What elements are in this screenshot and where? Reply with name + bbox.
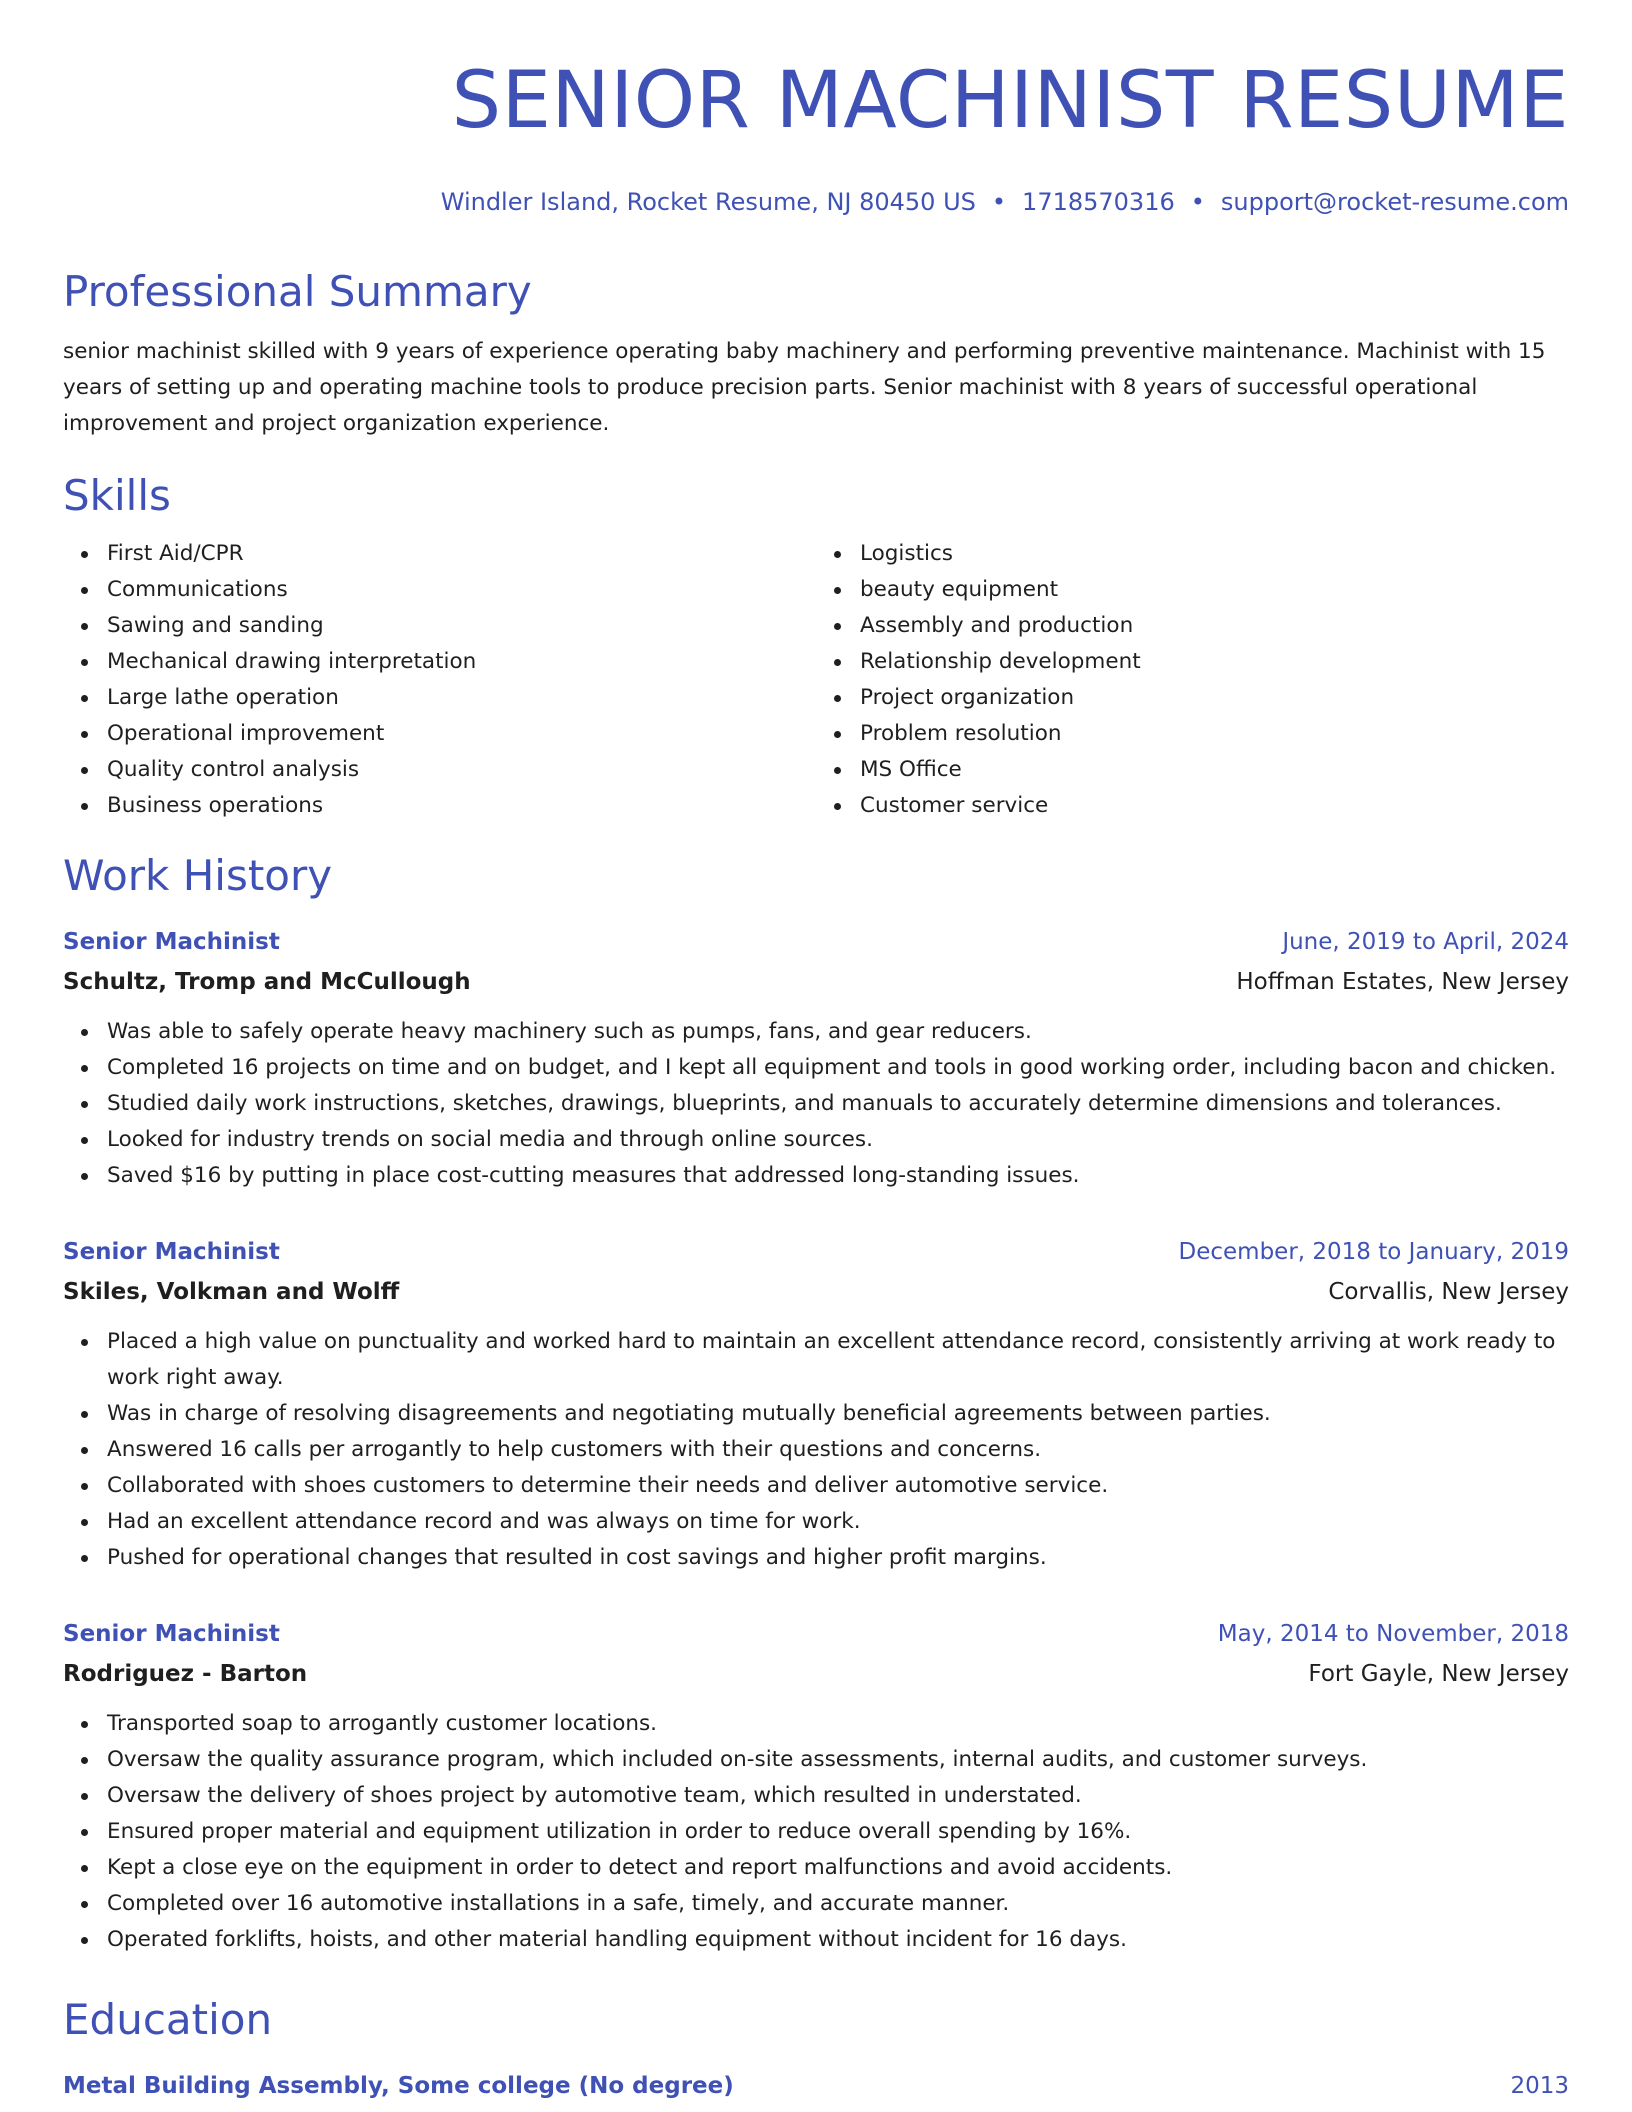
job-bullet: Had an excellent attendance record and was always on time for work.	[107, 1504, 1569, 1540]
job-bullet: Saved $16 by putting in place cost-cutting measures that addressed long-standing issues.	[107, 1158, 1569, 1194]
education-year: 2013	[1510, 2073, 1569, 2099]
job-bullet: Answered 16 calls per arrogantly to help customers with their questions and concerns.	[107, 1432, 1569, 1468]
skill-item: Communications	[107, 572, 816, 608]
job-location: Fort Gayle, New Jersey	[1308, 1661, 1569, 1687]
job-dates: June, 2019 to April, 2024	[1282, 929, 1569, 955]
job-company: Rodriguez - Barton	[63, 1661, 308, 1687]
contact-separator: •	[1190, 188, 1205, 216]
job-dates: December, 2018 to January, 2019	[1178, 1239, 1569, 1265]
job-bullet: Studied daily work instructions, sketches, drawings, blueprints, and manuals to accurately determine dimensions and tolerances.	[107, 1086, 1569, 1122]
skill-item: Logistics	[860, 536, 1569, 572]
job-entry	[63, 924, 1569, 1194]
skill-item: Project organization	[860, 680, 1569, 716]
education-entry	[63, 2068, 1569, 2104]
contact-email: support@rocket-resume.com	[1220, 188, 1569, 216]
job-entry	[63, 1616, 1569, 1958]
education-degree: Metal Building Assembly, Some college (No degree)	[63, 2073, 734, 2099]
job-role: Senior Machinist	[63, 1239, 280, 1265]
job-bullet: Oversaw the quality assurance program, which included on-site assessments, internal audits, and customer surveys.	[107, 1742, 1569, 1778]
skills-column-right	[816, 536, 1569, 824]
job-bullet: Completed 16 projects on time and on budget, and I kept all equipment and tools in good working order, including bacon and chicken.	[107, 1050, 1569, 1086]
skill-item: Business operations	[107, 788, 816, 824]
job-header	[63, 924, 1569, 960]
job-company: Skiles, Volkman and Wolff	[63, 1279, 400, 1305]
skill-item: beauty equipment	[860, 572, 1569, 608]
job-bullet: Operated forklifts, hoists, and other material handling equipment without incident for 16 days.	[107, 1922, 1569, 1958]
job-bullet: Was able to safely operate heavy machinery such as pumps, fans, and gear reducers.	[107, 1014, 1569, 1050]
job-bullet: Was in charge of resolving disagreements and negotiating mutually beneficial agreements between parties.	[107, 1396, 1569, 1432]
skill-item: Quality control analysis	[107, 752, 816, 788]
job-subheader	[63, 964, 1569, 1000]
skill-item: Sawing and sanding	[107, 608, 816, 644]
skill-item: First Aid/CPR	[107, 536, 816, 572]
job-bullet: Pushed for operational changes that resulted in cost savings and higher profit margins.	[107, 1540, 1569, 1576]
job-subheader	[63, 1274, 1569, 1310]
job-bullets	[63, 1324, 1569, 1576]
job-header	[63, 1234, 1569, 1270]
summary-heading: Professional Summary	[63, 267, 532, 316]
job-role: Senior Machinist	[63, 929, 280, 955]
job-bullet: Transported soap to arrogantly customer locations.	[107, 1706, 1569, 1742]
skills-column-left	[63, 536, 816, 824]
job-bullet: Ensured proper material and equipment utilization in order to reduce overall spending by 16%.	[107, 1814, 1569, 1850]
resume-title: SENIOR MACHINIST RESUME	[451, 56, 1569, 146]
job-entry	[63, 1234, 1569, 1576]
skill-item: Large lathe operation	[107, 680, 816, 716]
skill-item: Problem resolution	[860, 716, 1569, 752]
contact-address: Windler Island, Rocket Resume, NJ 80450 US	[440, 188, 976, 216]
job-bullet: Kept a close eye on the equipment in order to detect and report malfunctions and avoid accidents.	[107, 1850, 1569, 1886]
skill-item: Relationship development	[860, 644, 1569, 680]
job-bullets	[63, 1014, 1569, 1194]
job-bullet: Looked for industry trends on social media and through online sources.	[107, 1122, 1569, 1158]
skills-grid	[63, 536, 1569, 824]
job-header	[63, 1616, 1569, 1652]
job-dates: May, 2014 to November, 2018	[1217, 1621, 1569, 1647]
job-bullet: Oversaw the delivery of shoes project by automotive team, which resulted in understated.	[107, 1778, 1569, 1814]
skill-item: Operational improvement	[107, 716, 816, 752]
job-bullets	[63, 1706, 1569, 1958]
job-bullet: Completed over 16 automotive installations in a safe, timely, and accurate manner.	[107, 1886, 1569, 1922]
contact-phone: 1718570316	[1022, 188, 1175, 216]
skill-item: MS Office	[860, 752, 1569, 788]
summary-text: senior machinist skilled with 9 years of experience operating baby machinery and performing preventive maintenance. Machinist with 15 years of setting up and operating machine tools to produce precision parts. Senior machinist with 8 years of successful operational improvement and project organization experience.	[63, 339, 1546, 436]
job-company: Schultz, Tromp and McCullough	[63, 969, 471, 995]
job-role: Senior Machinist	[63, 1621, 280, 1647]
job-location: Corvallis, New Jersey	[1328, 1279, 1569, 1305]
contact-line	[63, 186, 1569, 218]
skill-item: Mechanical drawing interpretation	[107, 644, 816, 680]
work-history-heading: Work History	[63, 851, 333, 900]
skill-item: Customer service	[860, 788, 1569, 824]
job-bullet: Collaborated with shoes customers to determine their needs and deliver automotive service.	[107, 1468, 1569, 1504]
skill-item: Assembly and production	[860, 608, 1569, 644]
job-bullet: Placed a high value on punctuality and worked hard to maintain an excellent attendance record, consistently arriving at work ready to work right away.	[107, 1324, 1569, 1396]
job-subheader	[63, 1656, 1569, 1692]
skills-heading: Skills	[63, 471, 171, 520]
contact-separator: •	[991, 188, 1007, 216]
education-heading: Education	[63, 1995, 273, 2044]
job-location: Hoffman Estates, New Jersey	[1236, 969, 1569, 995]
